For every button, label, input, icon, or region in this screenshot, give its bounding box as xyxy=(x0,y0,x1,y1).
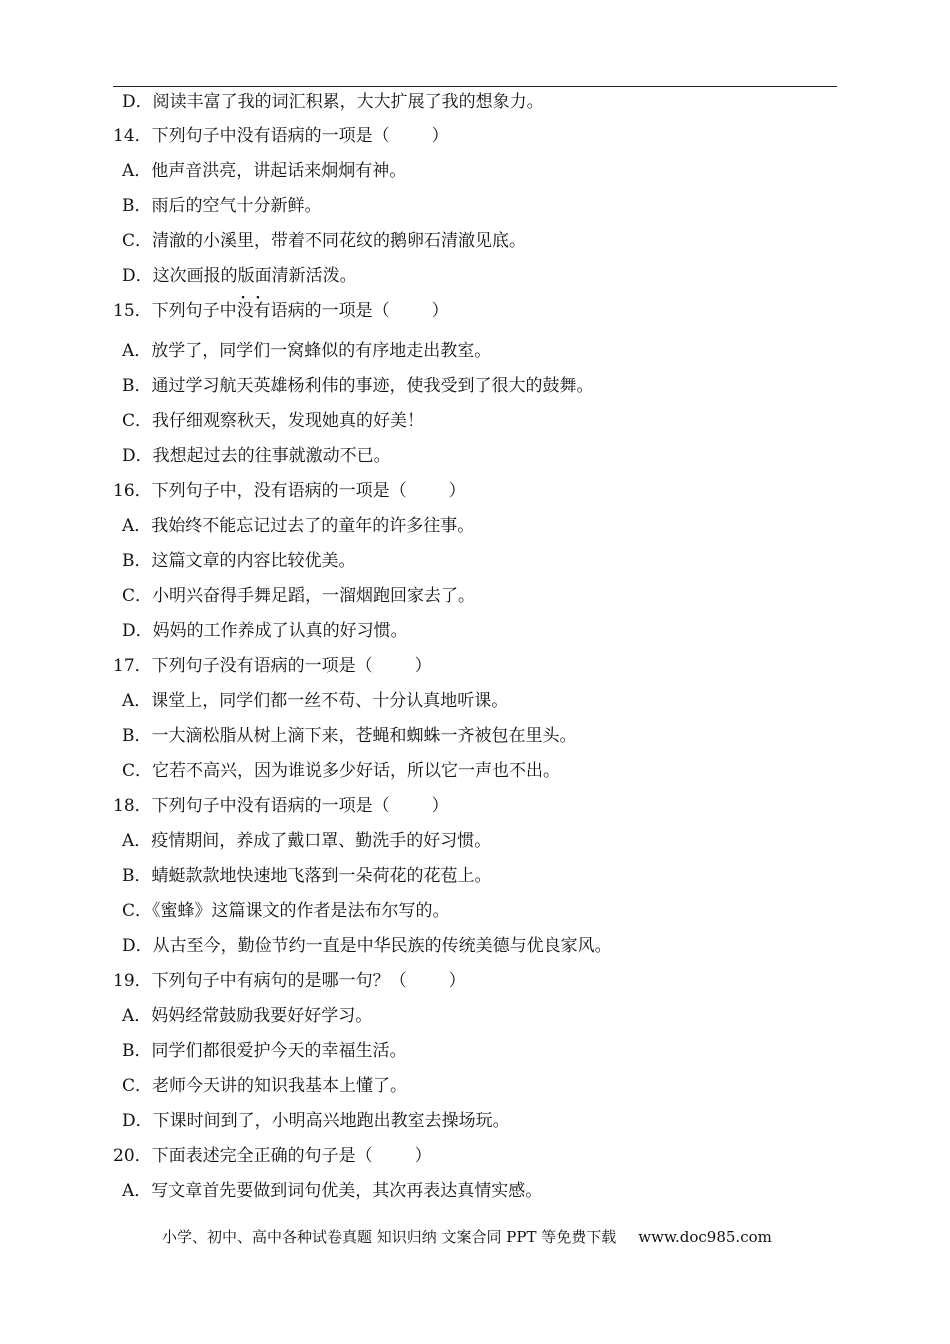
option-16b: B．这篇文章的内容比较优美。 xyxy=(122,551,356,571)
option-18c: C．《蜜蜂》这篇课文的作者是法布尔写的。 xyxy=(122,901,450,921)
question-stem: 下列句子中有病句的是哪一句？（ xyxy=(151,971,407,991)
question-stem: 下列句子中没有语病的一项是（ xyxy=(151,126,390,146)
header-rule xyxy=(113,86,837,87)
question-stem-post: 语病的一项是（ xyxy=(270,301,390,321)
question-number: 18． xyxy=(113,796,152,816)
paren-close: ） xyxy=(414,656,432,676)
option-17c: C．它若不高兴，因为谁说多少好话，所以它一声也不出。 xyxy=(122,761,561,781)
option-18d: D．从古至今，勤俭节约一直是中华民族的传统美德与优良家风。 xyxy=(122,936,612,956)
option-16c: C．小明兴奋得手舞足蹈，一溜烟跑回家去了。 xyxy=(122,586,476,606)
question-19 xyxy=(113,970,466,992)
question-number: 14． xyxy=(113,126,152,146)
option-18b: B．蜻蜓款款地快速地飞落到一朵荷花的花苞上。 xyxy=(122,866,492,886)
paren-close: ） xyxy=(414,1146,432,1166)
option-19c: C．老师今天讲的知识我基本上懂了。 xyxy=(122,1076,408,1096)
footer-url-link[interactable]: www.doc985.com xyxy=(638,1228,772,1246)
option-15b: B．通过学习航天英雄杨利伟的事迹，使我受到了很大的鼓舞。 xyxy=(122,376,594,396)
emphasis-text: · · 没有 xyxy=(237,300,271,322)
option-19d: D．下课时间到了，小明高兴地跑出教室去操场玩。 xyxy=(122,1111,510,1131)
option-18a: A．疫情期间，养成了戴口罩、勤洗手的好习惯。 xyxy=(122,831,492,851)
question-16 xyxy=(113,480,466,502)
option-13d: D．阅读丰富了我的词汇积累，大大扩展了我的想象力。 xyxy=(122,92,544,112)
option-19b: B．同学们都很爱护今天的幸福生活。 xyxy=(122,1041,407,1061)
option-14d: D．这次画报的版面清新活泼。 xyxy=(122,266,357,286)
option-14b: B．雨后的空气十分新鲜。 xyxy=(122,196,322,216)
question-number: 15． xyxy=(113,301,152,321)
paren-close: ） xyxy=(448,481,466,501)
option-14c: C．清澈的小溪里，带着不同花纹的鹅卵石清澈见底。 xyxy=(122,231,527,251)
question-stem: 下面表述完全正确的句子是（ xyxy=(151,1146,373,1166)
question-number: 16． xyxy=(113,481,152,501)
question-15 xyxy=(113,300,449,322)
question-stem: 下列句子中，没有语病的一项是（ xyxy=(151,481,407,501)
question-number: 20． xyxy=(113,1146,152,1166)
question-stem-pre: 下列句子中 xyxy=(151,301,237,321)
question-18 xyxy=(113,795,449,817)
question-stem: 下列句子没有语病的一项是（ xyxy=(151,656,373,676)
option-14a: A．他声音洪亮，讲起话来炯炯有神。 xyxy=(122,161,407,181)
paren-close: ） xyxy=(431,301,449,321)
paren-close: ） xyxy=(448,971,466,991)
option-17b: B．一大滴松脂从树上滴下来，苍蝇和蜘蛛一齐被包在里头。 xyxy=(122,726,577,746)
question-stem: 下列句子中没有语病的一项是（ xyxy=(151,796,390,816)
question-number: 19． xyxy=(113,971,152,991)
paren-close: ） xyxy=(431,126,449,146)
question-20 xyxy=(113,1145,432,1167)
option-15d: D．我想起过去的往事就激动不已。 xyxy=(122,446,391,466)
option-15c: C．我仔细观察秋天，发现她真的好美！ xyxy=(122,411,425,431)
question-17 xyxy=(113,655,432,677)
question-number: 17． xyxy=(113,656,152,676)
footer-text: 小学、初中、高中各种试卷真题 知识归纳 文案合同 PPT 等免费下载 xyxy=(162,1228,617,1246)
option-17a: A．课堂上，同学们都一丝不苟、十分认真地听课。 xyxy=(122,691,509,711)
option-20a: A．写文章首先要做到词句优美，其次再表达真情实感。 xyxy=(122,1181,543,1201)
option-16a: A．我始终不能忘记过去了的童年的许多往事。 xyxy=(122,516,475,536)
page-footer xyxy=(162,1227,772,1247)
option-19a: A．妈妈经常鼓励我要好好学习。 xyxy=(122,1006,373,1026)
paren-close: ） xyxy=(431,796,449,816)
question-14 xyxy=(113,125,449,147)
option-16d: D．妈妈的工作养成了认真的好习惯。 xyxy=(122,621,408,641)
option-15a: A．放学了，同学们一窝蜂似的有序地走出教室。 xyxy=(122,341,492,361)
